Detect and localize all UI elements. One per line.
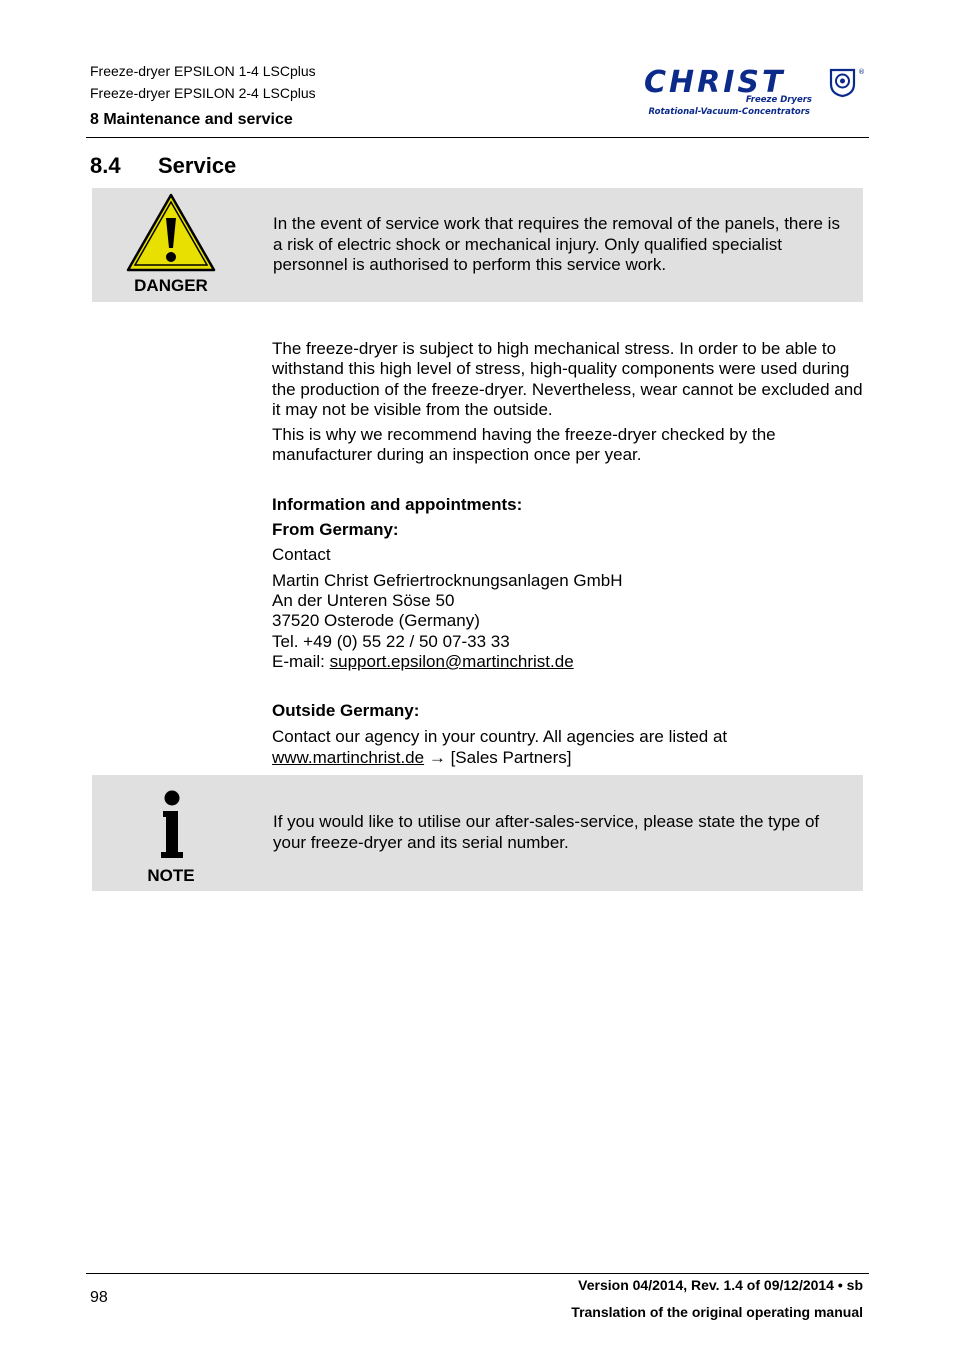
footer-version: Version 04/2014, Rev. 1.4 of 09/12/2014 • sb	[578, 1277, 863, 1293]
page-number: 98	[90, 1289, 108, 1306]
warning-triangle-icon	[126, 192, 216, 272]
paragraph-2: This is why we recommend having the freeze-dryer checked by the manufacturer during an inspection once per year.	[272, 425, 776, 465]
header-chapter: 8 Maintenance and service	[90, 111, 293, 128]
danger-box	[92, 188, 863, 302]
logo-line-2: Rotational-Vacuum-Concentrators	[648, 107, 810, 117]
germany-heading: From Germany:	[272, 520, 399, 540]
address-email-line	[272, 652, 864, 672]
address-company: Martin Christ Gefriertrocknungsanlagen GmbH	[272, 570, 623, 590]
outside-heading: Outside Germany:	[272, 701, 420, 721]
info-heading: Information and appointments:	[272, 494, 523, 514]
logo-line-1: Freeze Dryers	[745, 95, 812, 105]
arrow-glyph: →	[424, 747, 451, 767]
header-model-line-2: Freeze-dryer EPSILON 2-4 LSCplus	[90, 85, 316, 101]
logo-registered-mark: ®	[858, 68, 865, 76]
christ-logo	[640, 62, 865, 120]
danger-text: In the event of service work that requires the removal of the panels, there is a risk of electric shock or mechanical injury. Only qualified specialist personnel is authorised to perform this service work.	[273, 214, 840, 274]
paragraph-1: The freeze-dryer is subject to high mechanical stress. In order to be able to withstand this high level of stress, high-quality components were used during the production of the freeze-dryer. Nevertheless, wear cannot be excluded and it may not be visible from the outside.	[272, 339, 863, 419]
website-link[interactable]: www.martinchrist.de	[272, 747, 425, 767]
section-heading	[90, 153, 236, 179]
outside-text: Contact our agency in your country. All agencies are listed at	[272, 727, 728, 747]
section-title: Service	[158, 153, 237, 178]
info-i-icon	[158, 789, 186, 861]
logo-swirl-icon	[831, 70, 854, 96]
address-street: An der Unteren Söse 50	[272, 590, 455, 610]
body-content	[272, 339, 864, 768]
footer-rule	[86, 1273, 869, 1274]
note-text: If you would like to utilise our after-sales-service, please state the type of your freeze-dryer and its serial number.	[273, 812, 820, 852]
email-link[interactable]: support.epsilon@martinchrist.de	[329, 651, 574, 671]
note-box	[92, 775, 863, 891]
header-rule	[86, 137, 869, 138]
contact-label: Contact	[272, 545, 331, 565]
footer-translation: Translation of the original operating manual	[571, 1304, 863, 1320]
note-label: NOTE	[147, 866, 195, 885]
address-city: 37520 Osterode (Germany)	[272, 611, 480, 631]
danger-label: DANGER	[134, 276, 208, 295]
sales-partners-text: [Sales Partners]	[450, 747, 572, 767]
website-line	[272, 748, 864, 768]
header-model-line-1: Freeze-dryer EPSILON 1-4 LSCplus	[90, 63, 316, 79]
logo-brand-text: CHRIST	[644, 65, 786, 100]
address-phone: Tel. +49 (0) 55 22 / 50 07-33 33	[272, 631, 510, 651]
email-label: E-mail:	[272, 651, 330, 671]
section-number: 8.4	[90, 153, 121, 178]
